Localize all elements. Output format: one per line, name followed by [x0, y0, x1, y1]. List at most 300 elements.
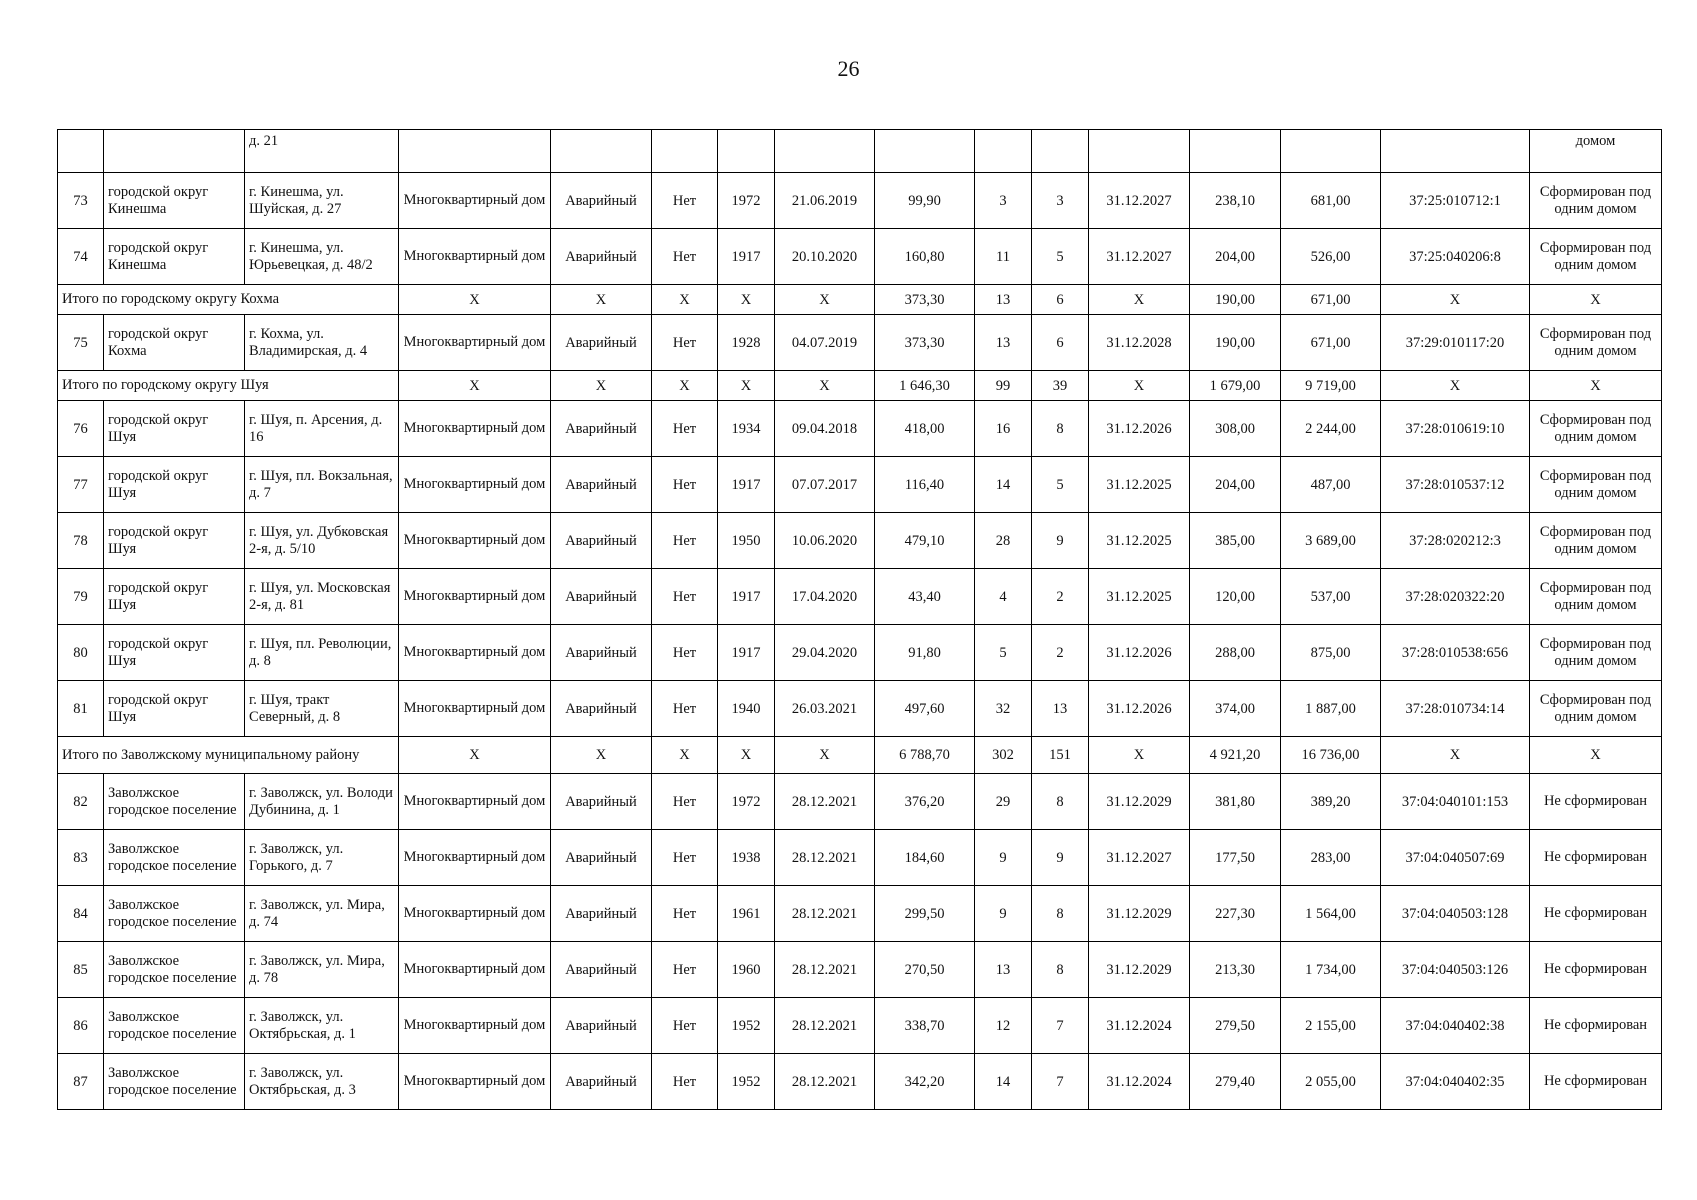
cell-type: Многоквартирный дом	[399, 513, 551, 569]
cell-cadastral: X	[1381, 285, 1530, 315]
cell-land-area: 204,00	[1190, 457, 1281, 513]
cell-n: 82	[58, 774, 104, 830]
summary-row	[58, 285, 1662, 315]
cell-col14: 1 734,00	[1281, 942, 1381, 998]
cell-col11: 13	[1032, 681, 1089, 737]
cell-status: Сформирован под одним домом	[1530, 401, 1662, 457]
cell-condition	[551, 130, 652, 173]
cell-year: 1917	[718, 625, 775, 681]
cell-condition: Аварийный	[551, 830, 652, 886]
cell-deadline: 31.12.2027	[1089, 229, 1190, 285]
cell-address: г. Кинешма, ул. Шуйская, д. 27	[245, 173, 399, 229]
cell-c5: X	[775, 285, 875, 315]
cell-status: Не сформирован	[1530, 774, 1662, 830]
cell-condition: Аварийный	[551, 457, 652, 513]
cell-n: 78	[58, 513, 104, 569]
cell-cadastral: 37:25:040206:8	[1381, 229, 1530, 285]
table-row	[58, 401, 1662, 457]
cell-c1: X	[399, 371, 551, 401]
cell-c5: X	[775, 371, 875, 401]
cell-cadastral: 37:04:040402:35	[1381, 1054, 1530, 1110]
cell-c3: X	[652, 285, 718, 315]
cell-date: 28.12.2021	[775, 998, 875, 1054]
table-row	[58, 830, 1662, 886]
cell-cadastral: X	[1381, 737, 1530, 774]
cell-deadline: 31.12.2024	[1089, 998, 1190, 1054]
cell-col10: 16	[975, 401, 1032, 457]
cell-included: Нет	[652, 315, 718, 371]
cell-col14: 671,00	[1281, 285, 1381, 315]
cell-type: Многоквартирный дом	[399, 942, 551, 998]
cell-area: 299,50	[875, 886, 975, 942]
cell-col11: 6	[1032, 315, 1089, 371]
cell-year: 1972	[718, 173, 775, 229]
cell-type: Многоквартирный дом	[399, 774, 551, 830]
cell-year: 1972	[718, 774, 775, 830]
cell-address: г. Заволжск, ул. Октябрьская, д. 1	[245, 998, 399, 1054]
cell-n: 74	[58, 229, 104, 285]
cell-land-area: 279,40	[1190, 1054, 1281, 1110]
cell-address: г. Заволжск, ул. Мира, д. 78	[245, 942, 399, 998]
cell-date: 04.07.2019	[775, 315, 875, 371]
table-row	[58, 625, 1662, 681]
cell-cadastral	[1381, 130, 1530, 173]
cell-col10: 32	[975, 681, 1032, 737]
table-row	[58, 774, 1662, 830]
cell-c1: X	[399, 285, 551, 315]
cell-c2: X	[551, 285, 652, 315]
cell-col14: 1 887,00	[1281, 681, 1381, 737]
cell-year: 1950	[718, 513, 775, 569]
table-row	[58, 173, 1662, 229]
cell-col14: 671,00	[1281, 315, 1381, 371]
cell-area: 43,40	[875, 569, 975, 625]
cell-condition: Аварийный	[551, 569, 652, 625]
table-row	[58, 569, 1662, 625]
cell-municipality: городской округ Шуя	[104, 513, 245, 569]
cell-n: 81	[58, 681, 104, 737]
cell-included: Нет	[652, 625, 718, 681]
cell-type: Многоквартирный дом	[399, 830, 551, 886]
cell-address: д. 21	[245, 130, 399, 173]
cell-address: г. Шуя, п. Арсения, д. 16	[245, 401, 399, 457]
cell-deadline: X	[1089, 285, 1190, 315]
cell-included: Нет	[652, 173, 718, 229]
cell-col14: 2 055,00	[1281, 1054, 1381, 1110]
cell-address: г. Кохма, ул. Владимирская, д. 4	[245, 315, 399, 371]
cell-area: 270,50	[875, 942, 975, 998]
cell-area: 373,30	[875, 315, 975, 371]
cell-condition: Аварийный	[551, 625, 652, 681]
cell-area: 184,60	[875, 830, 975, 886]
cell-cadastral: 37:04:040402:38	[1381, 998, 1530, 1054]
cell-c4: X	[718, 285, 775, 315]
cell-land-area: 177,50	[1190, 830, 1281, 886]
cell-n: 75	[58, 315, 104, 371]
cell-land-area: 190,00	[1190, 315, 1281, 371]
cell-municipality: Заволжское городское поселение	[104, 1054, 245, 1110]
cell-area: 497,60	[875, 681, 975, 737]
cell-year	[718, 130, 775, 173]
cell-type: Многоквартирный дом	[399, 229, 551, 285]
cell-land-area: 279,50	[1190, 998, 1281, 1054]
cell-cadastral: 37:04:040101:153	[1381, 774, 1530, 830]
table-row	[58, 457, 1662, 513]
cell-n: 86	[58, 998, 104, 1054]
cell-land-area: 374,00	[1190, 681, 1281, 737]
cell-land-area: 190,00	[1190, 285, 1281, 315]
table-row	[58, 1054, 1662, 1110]
cell-condition: Аварийный	[551, 315, 652, 371]
cell-status: Не сформирован	[1530, 1054, 1662, 1110]
cell-date: 26.03.2021	[775, 681, 875, 737]
cell-n: 84	[58, 886, 104, 942]
cell-col11: 3	[1032, 173, 1089, 229]
cell-year: 1952	[718, 1054, 775, 1110]
cell-n: 79	[58, 569, 104, 625]
cell-status: домом	[1530, 130, 1662, 173]
cell-included: Нет	[652, 681, 718, 737]
cell-status: Не сформирован	[1530, 998, 1662, 1054]
cell-area	[875, 130, 975, 173]
cell-col11: 7	[1032, 998, 1089, 1054]
cell-year: 1934	[718, 401, 775, 457]
cell-c2: X	[551, 737, 652, 774]
cell-col14: 9 719,00	[1281, 371, 1381, 401]
cell-address: г. Кинешма, ул. Юрьевецкая, д. 48/2	[245, 229, 399, 285]
cell-c2: X	[551, 371, 652, 401]
cell-municipality: городской округ Кинешма	[104, 173, 245, 229]
cell-col11: 8	[1032, 886, 1089, 942]
cell-municipality: городской округ Шуя	[104, 625, 245, 681]
cell-land-area: 288,00	[1190, 625, 1281, 681]
cell-address: г. Шуя, ул. Московская 2-я, д. 81	[245, 569, 399, 625]
cell-cadastral: 37:28:010734:14	[1381, 681, 1530, 737]
cell-n: 87	[58, 1054, 104, 1110]
cell-type: Многоквартирный дом	[399, 315, 551, 371]
cell-municipality	[104, 130, 245, 173]
cell-col10: 4	[975, 569, 1032, 625]
cell-cadastral: 37:04:040503:128	[1381, 886, 1530, 942]
cell-status: Сформирован под одним домом	[1530, 173, 1662, 229]
cell-col14: 2 244,00	[1281, 401, 1381, 457]
cell-cadastral: 37:28:010538:656	[1381, 625, 1530, 681]
cell-condition: Аварийный	[551, 942, 652, 998]
cell-col14: 487,00	[1281, 457, 1381, 513]
cell-area: 373,30	[875, 285, 975, 315]
cell-col11: 6	[1032, 285, 1089, 315]
cell-c4: X	[718, 371, 775, 401]
cell-condition: Аварийный	[551, 998, 652, 1054]
cell-municipality: Заволжское городское поселение	[104, 830, 245, 886]
cell-date: 28.12.2021	[775, 830, 875, 886]
cell-included: Нет	[652, 1054, 718, 1110]
cell-municipality: Заволжское городское поселение	[104, 886, 245, 942]
cell-condition: Аварийный	[551, 774, 652, 830]
cell-year: 1917	[718, 229, 775, 285]
cell-area: 376,20	[875, 774, 975, 830]
cell-type: Многоквартирный дом	[399, 569, 551, 625]
cell-area: 418,00	[875, 401, 975, 457]
cell-deadline: 31.12.2029	[1089, 886, 1190, 942]
cell-col10: 9	[975, 886, 1032, 942]
cell-date: 17.04.2020	[775, 569, 875, 625]
cell-municipality: Заволжское городское поселение	[104, 942, 245, 998]
cell-land-area: 381,80	[1190, 774, 1281, 830]
cell-col10: 302	[975, 737, 1032, 774]
summary-label: Итого по городскому округу Шуя	[58, 371, 399, 401]
cell-col11: 2	[1032, 625, 1089, 681]
cell-address: г. Заволжск, ул. Володи Дубинина, д. 1	[245, 774, 399, 830]
cell-year: 1917	[718, 569, 775, 625]
cell-c4: X	[718, 737, 775, 774]
page-number: 26	[837, 56, 860, 81]
cell-deadline: 31.12.2027	[1089, 830, 1190, 886]
cell-municipality: городской округ Кинешма	[104, 229, 245, 285]
cell-type: Многоквартирный дом	[399, 173, 551, 229]
summary-label: Итого по городскому округу Кохма	[58, 285, 399, 315]
cell-date: 28.12.2021	[775, 942, 875, 998]
cell-municipality: городской округ Шуя	[104, 681, 245, 737]
cell-year: 1940	[718, 681, 775, 737]
cell-type: Многоквартирный дом	[399, 457, 551, 513]
cell-area: 1 646,30	[875, 371, 975, 401]
cell-col10: 5	[975, 625, 1032, 681]
cell-deadline: X	[1089, 737, 1190, 774]
cell-type: Многоквартирный дом	[399, 1054, 551, 1110]
cell-col10: 28	[975, 513, 1032, 569]
cell-year: 1938	[718, 830, 775, 886]
cell-col11	[1032, 130, 1089, 173]
cell-col10: 13	[975, 942, 1032, 998]
summary-row	[58, 371, 1662, 401]
cell-land-area: 4 921,20	[1190, 737, 1281, 774]
cell-col14: 875,00	[1281, 625, 1381, 681]
cell-type: Многоквартирный дом	[399, 681, 551, 737]
cell-included: Нет	[652, 998, 718, 1054]
cell-date: 10.06.2020	[775, 513, 875, 569]
table-row	[58, 886, 1662, 942]
cell-col11: 2	[1032, 569, 1089, 625]
cell-status: X	[1530, 737, 1662, 774]
cell-c5: X	[775, 737, 875, 774]
cell-cadastral: 37:28:010537:12	[1381, 457, 1530, 513]
cell-col10: 14	[975, 457, 1032, 513]
cell-date: 28.12.2021	[775, 886, 875, 942]
cell-n: 76	[58, 401, 104, 457]
cell-col11: 9	[1032, 830, 1089, 886]
table-row	[58, 942, 1662, 998]
cell-included: Нет	[652, 774, 718, 830]
cell-address: г. Шуя, тракт Северный, д. 8	[245, 681, 399, 737]
cell-deadline: 31.12.2025	[1089, 513, 1190, 569]
cell-address: г. Заволжск, ул. Горького, д. 7	[245, 830, 399, 886]
cell-status: Не сформирован	[1530, 886, 1662, 942]
table-body	[58, 130, 1662, 1110]
cell-col14: 526,00	[1281, 229, 1381, 285]
cell-condition: Аварийный	[551, 401, 652, 457]
cell-status: Сформирован под одним домом	[1530, 569, 1662, 625]
cell-date: 29.04.2020	[775, 625, 875, 681]
cell-type: Многоквартирный дом	[399, 625, 551, 681]
cell-col11: 5	[1032, 229, 1089, 285]
cell-land-area: 238,10	[1190, 173, 1281, 229]
cell-included: Нет	[652, 513, 718, 569]
cell-included: Нет	[652, 569, 718, 625]
cell-included: Нет	[652, 942, 718, 998]
cell-municipality: Заволжское городское поселение	[104, 774, 245, 830]
cell-col11: 8	[1032, 774, 1089, 830]
cell-col10: 11	[975, 229, 1032, 285]
cell-area: 91,80	[875, 625, 975, 681]
cell-date: 07.07.2017	[775, 457, 875, 513]
cell-year: 1960	[718, 942, 775, 998]
summary-label: Итого по Заволжскому муниципальному району	[58, 737, 399, 774]
cell-municipality: Заволжское городское поселение	[104, 998, 245, 1054]
cell-col14: 16 736,00	[1281, 737, 1381, 774]
cell-type	[399, 130, 551, 173]
cell-deadline: 31.12.2027	[1089, 173, 1190, 229]
cell-c1: X	[399, 737, 551, 774]
table-row	[58, 229, 1662, 285]
cell-date: 09.04.2018	[775, 401, 875, 457]
cell-year: 1917	[718, 457, 775, 513]
cell-c3: X	[652, 371, 718, 401]
cell-deadline: 31.12.2026	[1089, 625, 1190, 681]
cell-col10: 13	[975, 315, 1032, 371]
cell-date	[775, 130, 875, 173]
cell-land-area: 1 679,00	[1190, 371, 1281, 401]
cell-included: Нет	[652, 830, 718, 886]
cell-deadline: 31.12.2025	[1089, 569, 1190, 625]
cell-land-area: 227,30	[1190, 886, 1281, 942]
cell-condition: Аварийный	[551, 173, 652, 229]
cell-area: 160,80	[875, 229, 975, 285]
table-row	[58, 681, 1662, 737]
cell-col14: 1 564,00	[1281, 886, 1381, 942]
cell-n	[58, 130, 104, 173]
cell-status: Сформирован под одним домом	[1530, 229, 1662, 285]
table-row	[58, 315, 1662, 371]
cell-deadline: 31.12.2025	[1089, 457, 1190, 513]
cell-address: г. Шуя, пл. Революции, д. 8	[245, 625, 399, 681]
cell-land-area: 120,00	[1190, 569, 1281, 625]
cell-address: г. Заволжск, ул. Мира, д. 74	[245, 886, 399, 942]
cell-area: 342,20	[875, 1054, 975, 1110]
cell-c3: X	[652, 737, 718, 774]
cell-land-area: 385,00	[1190, 513, 1281, 569]
cell-status: Сформирован под одним домом	[1530, 681, 1662, 737]
cell-date: 28.12.2021	[775, 774, 875, 830]
cell-cadastral: 37:28:020322:20	[1381, 569, 1530, 625]
cell-condition: Аварийный	[551, 229, 652, 285]
cell-included: Нет	[652, 457, 718, 513]
cell-status: Сформирован под одним домом	[1530, 625, 1662, 681]
cell-address: г. Шуя, пл. Вокзальная, д. 7	[245, 457, 399, 513]
cell-deadline	[1089, 130, 1190, 173]
cell-n: 80	[58, 625, 104, 681]
cell-date: 28.12.2021	[775, 1054, 875, 1110]
cell-area: 6 788,70	[875, 737, 975, 774]
cell-col10: 3	[975, 173, 1032, 229]
cell-n: 77	[58, 457, 104, 513]
cell-cadastral: 37:25:010712:1	[1381, 173, 1530, 229]
cell-status: Не сформирован	[1530, 830, 1662, 886]
cell-included: Нет	[652, 229, 718, 285]
cell-status: X	[1530, 371, 1662, 401]
cell-col11: 8	[1032, 942, 1089, 998]
cell-area: 99,90	[875, 173, 975, 229]
cell-type: Многоквартирный дом	[399, 886, 551, 942]
cell-status: Сформирован под одним домом	[1530, 315, 1662, 371]
cell-status: Не сформирован	[1530, 942, 1662, 998]
table-row	[58, 998, 1662, 1054]
cell-col10: 9	[975, 830, 1032, 886]
cell-col10: 14	[975, 1054, 1032, 1110]
cell-col14	[1281, 130, 1381, 173]
cell-municipality: городской округ Шуя	[104, 457, 245, 513]
cell-deadline: 31.12.2029	[1089, 774, 1190, 830]
cell-col10: 13	[975, 285, 1032, 315]
cell-cadastral: 37:29:010117:20	[1381, 315, 1530, 371]
cell-col14: 537,00	[1281, 569, 1381, 625]
cell-year: 1961	[718, 886, 775, 942]
cell-deadline: 31.12.2026	[1089, 401, 1190, 457]
cell-cadastral: 37:28:010619:10	[1381, 401, 1530, 457]
cell-address: г. Шуя, ул. Дубковская 2-я, д. 5/10	[245, 513, 399, 569]
cell-col11: 9	[1032, 513, 1089, 569]
cell-col14: 2 155,00	[1281, 998, 1381, 1054]
cell-date: 20.10.2020	[775, 229, 875, 285]
cell-col10: 29	[975, 774, 1032, 830]
cell-col10: 99	[975, 371, 1032, 401]
continuation-row	[58, 130, 1662, 173]
cell-col11: 7	[1032, 1054, 1089, 1110]
cell-area: 338,70	[875, 998, 975, 1054]
cell-deadline: X	[1089, 371, 1190, 401]
cell-status: Сформирован под одним домом	[1530, 457, 1662, 513]
cell-status: X	[1530, 285, 1662, 315]
cell-municipality: городской округ Шуя	[104, 401, 245, 457]
cell-land-area: 204,00	[1190, 229, 1281, 285]
cell-area: 479,10	[875, 513, 975, 569]
cell-col14: 3 689,00	[1281, 513, 1381, 569]
cell-address: г. Заволжск, ул. Октябрьская, д. 3	[245, 1054, 399, 1110]
cell-col11: 5	[1032, 457, 1089, 513]
cell-cadastral: 37:04:040503:126	[1381, 942, 1530, 998]
cell-deadline: 31.12.2029	[1089, 942, 1190, 998]
cell-cadastral: X	[1381, 371, 1530, 401]
cell-municipality: городской округ Шуя	[104, 569, 245, 625]
cell-n: 83	[58, 830, 104, 886]
cell-area: 116,40	[875, 457, 975, 513]
cell-included	[652, 130, 718, 173]
cell-condition: Аварийный	[551, 886, 652, 942]
cell-deadline: 31.12.2026	[1089, 681, 1190, 737]
cell-cadastral: 37:28:020212:3	[1381, 513, 1530, 569]
cell-included: Нет	[652, 886, 718, 942]
cell-n: 73	[58, 173, 104, 229]
cell-land-area: 308,00	[1190, 401, 1281, 457]
cell-year: 1952	[718, 998, 775, 1054]
cell-col11: 8	[1032, 401, 1089, 457]
cell-condition: Аварийный	[551, 513, 652, 569]
cell-col14: 283,00	[1281, 830, 1381, 886]
cell-status: Сформирован под одним домом	[1530, 513, 1662, 569]
cell-included: Нет	[652, 401, 718, 457]
cell-municipality: городской округ Кохма	[104, 315, 245, 371]
cell-year: 1928	[718, 315, 775, 371]
